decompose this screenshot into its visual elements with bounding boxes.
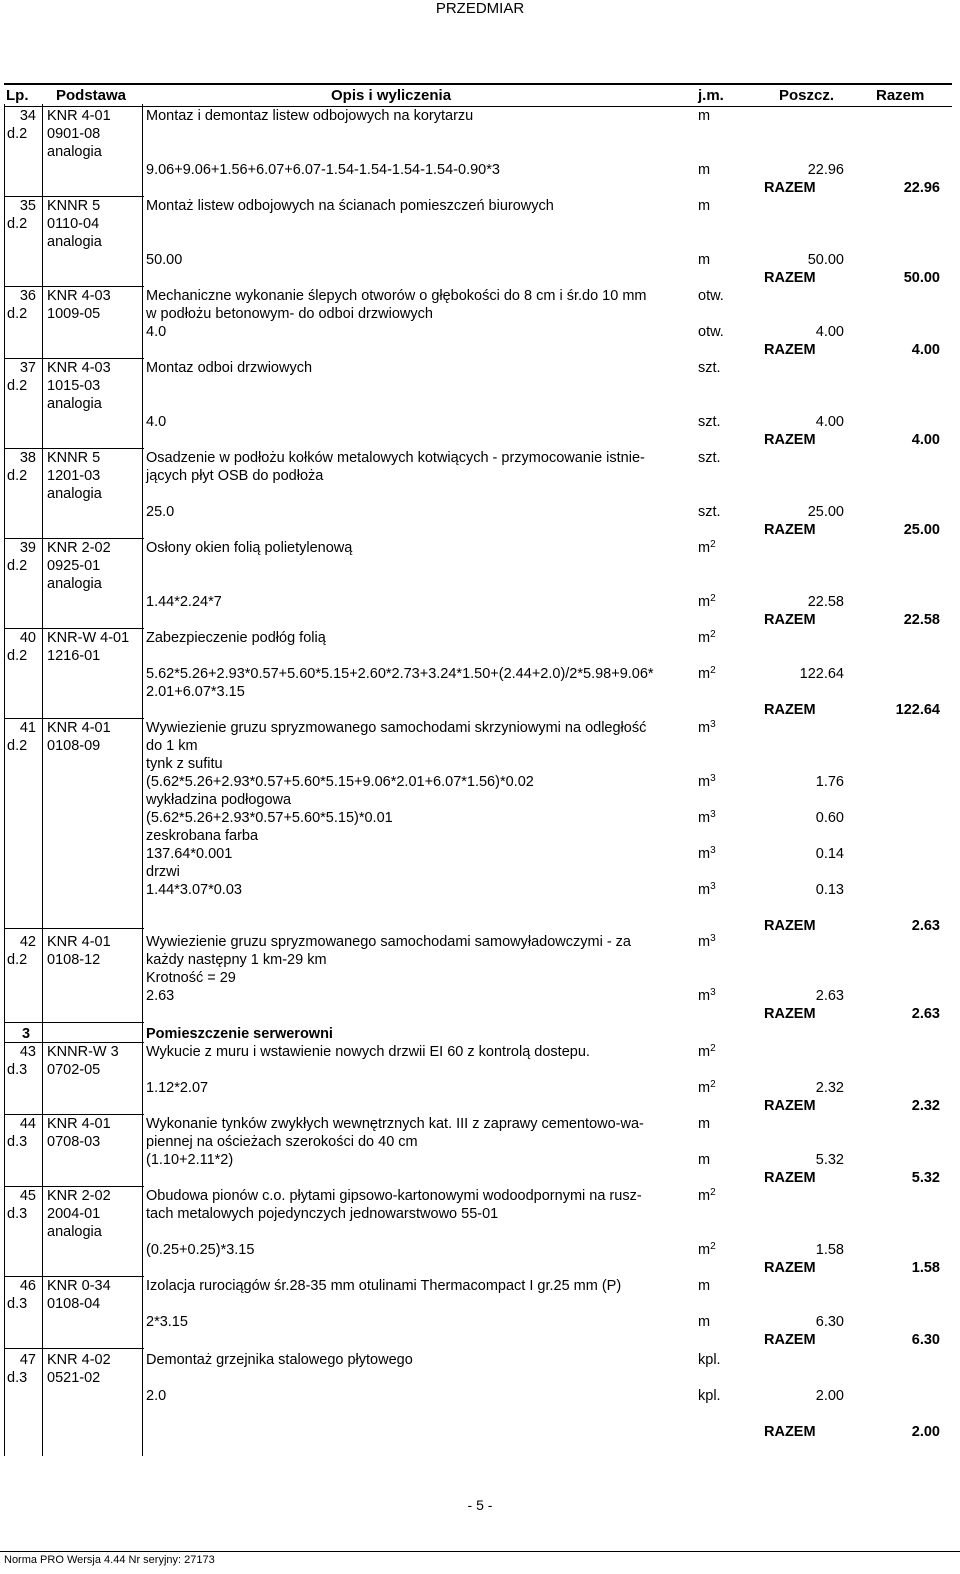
calc-expression: (5.62*5.26+2.93*0.57+5.60*5.15)*0.01 [146,810,393,826]
calc-expression: 2*3.15 [146,1314,188,1330]
item-lp-sub: d.3 [7,1134,28,1150]
calc-value: 1.58 [815,1242,844,1258]
item-unit: kpl. [698,1352,721,1368]
razem-label: RAZEM [764,432,816,448]
item-basis-code: KNR 0-34 [47,1278,111,1294]
row-separator [4,1022,144,1023]
item-basis-number: 0708-03 [47,1134,101,1150]
item-description: Montaz i demontaz listew odbojowych na korytarzu [146,108,474,124]
razem-total: 4.00 [911,432,940,448]
item-lp: 40 [19,630,36,646]
item-description: do 1 km [146,738,198,754]
item-lp: 41 [19,720,36,736]
row-separator [4,1186,144,1187]
item-lp: 35 [19,198,36,214]
item-description: Wywiezienie gruzu spryzmowanego samochodami samowyładowczymi - za [146,934,631,950]
item-description: jących płyt OSB do podłoża [146,468,324,484]
calc-value: 2.00 [815,1388,844,1404]
table-divider-podstawa [142,104,143,1456]
item-description: Izolacja rurociągów śr.28-35 mm otulinami Thermacompact I gr.25 mm (P) [146,1278,622,1294]
item-description: Osadzenie w podłożu kołków metalowych kotwiących - przymocowanie istnie- [146,450,645,466]
item-lp: 44 [19,1116,36,1132]
calc-expression: (0.25+0.25)*3.15 [146,1242,255,1258]
calc-unit: otw. [698,324,724,340]
item-basis-number: 1201-03 [47,468,101,484]
item-description: Obudowa pionów c.o. płytami gipsowo-kartonowymi wodoodpornymi na rusz- [146,1188,642,1204]
calc-unit: $m^3$ [698,773,716,790]
item-basis-code: KNR 4-01 [47,108,111,124]
item-basis-number: 0108-04 [47,1296,101,1312]
item-lp-sub: d.3 [7,1296,28,1312]
item-basis-code: KNR 4-01 [47,934,111,950]
razem-label: RAZEM [764,702,816,718]
calc-label: tynk z sufitu [146,756,223,772]
item-lp: 36 [19,288,36,304]
razem-total: 122.64 [895,702,940,718]
page-title: PRZEDMIAR [435,0,525,17]
item-basis-number: 0108-12 [47,952,101,968]
item-basis-code: KNR 2-02 [47,540,111,556]
item-basis-code: KNR 4-01 [47,1116,111,1132]
item-basis-number: 0110-04 [47,216,100,232]
row-separator [4,448,144,449]
calc-value: 2.32 [815,1080,844,1096]
item-unit: szt. [698,450,721,466]
razem-total: 4.00 [911,342,940,358]
razem-label: RAZEM [764,180,816,196]
item-basis-code: KNR 4-03 [47,360,111,376]
item-description: piennej na ościeżach szerokości do 40 cm [146,1134,418,1150]
item-basis-code: KNR 4-01 [47,720,111,736]
item-description: Krotność = 29 [146,970,236,986]
calc-expression-cont: 2.01+6.07*3.15 [146,684,245,700]
page-number: - 5 - [467,1497,493,1513]
row-separator [4,718,144,719]
item-lp: 37 [19,360,36,376]
row-separator [4,538,144,539]
calc-value: 4.00 [815,414,844,430]
item-basis-number: 1216-01 [47,648,101,664]
item-basis-code: KNR 4-03 [47,288,111,304]
calc-unit: $m^3$ [698,845,716,862]
item-basis-note: analogia [47,234,102,250]
header-podstawa: Podstawa [56,87,127,104]
item-basis-number: 2004-01 [47,1206,101,1222]
calc-value: 5.32 [815,1152,844,1168]
header-opis: Opis i wyliczenia [331,87,452,104]
item-lp-sub: d.3 [7,1206,28,1222]
calc-expression: 25.0 [146,504,175,520]
item-basis-note: analogia [47,396,102,412]
calc-unit: szt. [698,504,721,520]
razem-label: RAZEM [764,522,816,538]
item-lp: 47 [19,1352,36,1368]
razem-total: 22.58 [903,612,940,628]
calc-value: 2.63 [815,988,844,1004]
item-unit: m [698,1278,711,1294]
item-basis-note: analogia [47,1224,102,1240]
calc-expression: 2.0 [146,1388,167,1404]
item-basis-code: KNR 4-02 [47,1352,111,1368]
section-number: 3 [22,1026,31,1042]
item-basis-code: KNNR 5 [47,450,101,466]
razem-total: 2.63 [911,918,940,934]
razem-label: RAZEM [764,1424,816,1440]
razem-total: 2.00 [911,1424,940,1440]
calc-value: 122.64 [799,666,844,682]
item-unit: $m^3$ [698,933,716,950]
razem-label: RAZEM [764,1098,816,1114]
item-lp-sub: d.3 [7,1370,28,1386]
calc-expression: 4.0 [146,414,167,430]
razem-label: RAZEM [764,1260,816,1276]
calc-unit: $m^2$ [698,1079,716,1096]
item-unit: m [698,1116,711,1132]
row-separator [4,358,144,359]
razem-label: RAZEM [764,612,816,628]
row-separator [4,1114,144,1115]
item-description: Demontaż grzejnika stalowego płytowego [146,1352,413,1368]
calc-unit: $m^2$ [698,593,716,610]
calc-value: 22.96 [807,162,844,178]
item-lp-sub: d.2 [7,558,28,574]
calc-unit: $m^3$ [698,809,716,826]
header-poszcz: Poszcz. [779,87,835,104]
item-unit: $m^2$ [698,539,716,556]
calc-value: 0.13 [815,882,844,898]
calc-label: zeskrobana farba [146,828,259,844]
row-separator [4,628,144,629]
row-separator [4,1276,144,1277]
item-basis-number: 1009-05 [47,306,101,322]
item-basis-number: 1015-03 [47,378,101,394]
item-lp: 34 [19,108,36,124]
calc-unit: $m^3$ [698,987,716,1004]
calc-label: drzwi [146,864,180,880]
calc-value: 6.30 [815,1314,844,1330]
razem-label: RAZEM [764,1170,816,1186]
item-unit: $m^3$ [698,719,716,736]
item-basis-note: analogia [47,486,102,502]
footer-text: Norma PRO Wersja 4.44 Nr seryjny: 27173 [4,1554,215,1566]
item-basis-code: KNNR-W 3 [47,1044,119,1060]
row-separator [4,1348,144,1349]
item-basis-number: 0702-05 [47,1062,101,1078]
calc-unit: m [698,1152,711,1168]
calc-expression: (1.10+2.11*2) [146,1152,234,1168]
item-lp: 45 [19,1188,36,1204]
calc-value: 0.14 [815,846,844,862]
item-lp-sub: d.2 [7,378,28,394]
item-lp-sub: d.2 [7,216,28,232]
item-description: Wywiezienie gruzu spryzmowanego samochodami skrzyniowymi na odległość [146,720,647,736]
table-divider-lp [42,104,43,1456]
header-jm: j.m. [698,87,724,104]
item-basis-number: 0521-02 [47,1370,101,1386]
calc-value: 50.00 [807,252,844,268]
item-basis-note: analogia [47,144,102,160]
section-title: Pomieszczenie serwerowni [146,1026,333,1042]
calc-expression: 137.64*0.001 [146,846,233,862]
item-lp-sub: d.2 [7,648,28,664]
calc-expression: 9.06+9.06+1.56+6.07+6.07-1.54-1.54-1.54-1.54-0.90*3 [146,162,500,178]
item-basis-number: 0108-09 [47,738,101,754]
calc-unit: szt. [698,414,721,430]
calc-unit: $m^3$ [698,881,716,898]
calc-unit: m [698,162,711,178]
item-lp-sub: d.2 [7,738,28,754]
razem-total: 6.30 [911,1332,940,1348]
calc-expression: (5.62*5.26+2.93*0.57+5.60*5.15+9.06*2.01+6.07*1.56)*0.02 [146,774,534,790]
item-unit: otw. [698,288,724,304]
calc-expression: 2.63 [146,988,175,1004]
calc-expression: 5.62*5.26+2.93*0.57+5.60*5.15+2.60*2.73+3.24*1.50+(2.44+2.0)/2*5.98+9.06* [146,666,654,682]
calc-unit: m [698,252,711,268]
table-header [4,83,952,107]
razem-total: 22.96 [903,180,940,196]
calc-expression: 50.00 [146,252,183,268]
item-unit: m [698,108,711,124]
item-basis-note: analogia [47,576,102,592]
item-basis-number: 0925-01 [47,558,101,574]
razem-total: 25.00 [903,522,940,538]
calc-unit: m [698,1314,711,1330]
calc-expression: 1.44*2.24*7 [146,594,222,610]
header-razem: Razem [876,87,925,104]
calc-value: 4.00 [815,324,844,340]
item-description: Osłony okien folią polietylenową [146,540,353,556]
razem-label: RAZEM [764,342,816,358]
item-description: Montaz odboi drzwiowych [146,360,313,376]
item-lp: 46 [19,1278,36,1294]
razem-label: RAZEM [764,918,816,934]
razem-total: 1.58 [911,1260,940,1276]
razem-total: 50.00 [903,270,940,286]
row-separator [4,928,144,929]
item-basis-number: 0901-08 [47,126,101,142]
item-lp-sub: d.3 [7,1062,28,1078]
razem-total: 2.32 [911,1098,940,1114]
razem-total: 2.63 [911,1006,940,1022]
item-unit: $m^2$ [698,1043,716,1060]
calc-expression: 4.0 [146,324,167,340]
item-description: w podłożu betonowym- do odboi drzwiowych [146,306,433,322]
section-separator [4,1042,144,1043]
razem-total: 5.32 [911,1170,940,1186]
item-basis-code: KNR-W 4-01 [47,630,130,646]
calc-unit: kpl. [698,1388,721,1404]
item-description: Montaż listew odbojowych na ścianach pomieszczeń biurowych [146,198,554,214]
item-lp-sub: d.2 [7,126,28,142]
calc-value: 22.58 [807,594,844,610]
item-unit: $m^2$ [698,1187,716,1204]
row-separator [4,286,144,287]
calc-unit: $m^2$ [698,665,716,682]
item-lp-sub: d.2 [7,468,28,484]
item-unit: m [698,198,711,214]
item-lp: 42 [19,934,36,950]
table-border-left [4,104,5,1456]
razem-label: RAZEM [764,1332,816,1348]
item-description: każdy następny 1 km-29 km [146,952,327,968]
calc-value: 0.60 [815,810,844,826]
item-description: Wykucie z muru i wstawienie nowych drzwii EI 60 z kontrolą dostepu. [146,1044,590,1060]
item-lp-sub: d.2 [7,306,28,322]
row-separator [4,196,144,197]
item-lp: 38 [19,450,36,466]
razem-label: RAZEM [764,1006,816,1022]
razem-label: RAZEM [764,270,816,286]
item-lp: 43 [19,1044,36,1060]
calc-value: 25.00 [807,504,844,520]
calc-value: 1.76 [815,774,844,790]
item-description: Zabezpieczenie podłóg folią [146,630,326,646]
item-lp: 39 [19,540,36,556]
calc-label: wykładzina podłogowa [146,792,292,808]
calc-expression: 1.12*2.07 [146,1080,209,1096]
item-description: Wykonanie tynków zwykłych wewnętrznych kat. III z zaprawy cementowo-wa- [146,1116,644,1132]
item-basis-code: KNNR 5 [47,198,101,214]
calc-unit: $m^2$ [698,1241,716,1258]
item-unit: $m^2$ [698,629,716,646]
item-unit: szt. [698,360,721,376]
item-basis-code: KNR 2-02 [47,1188,111,1204]
footer-divider [0,1551,960,1552]
item-description: tach metalowych pojedynczych jednowarstwowo 55-01 [146,1206,499,1222]
header-lp: Lp. [6,87,29,104]
item-description: Mechaniczne wykonanie ślepych otworów o głębokości do 8 cm i śr.do 10 mm [146,288,647,304]
calc-expression: 1.44*3.07*0.03 [146,882,242,898]
item-lp-sub: d.2 [7,952,28,968]
